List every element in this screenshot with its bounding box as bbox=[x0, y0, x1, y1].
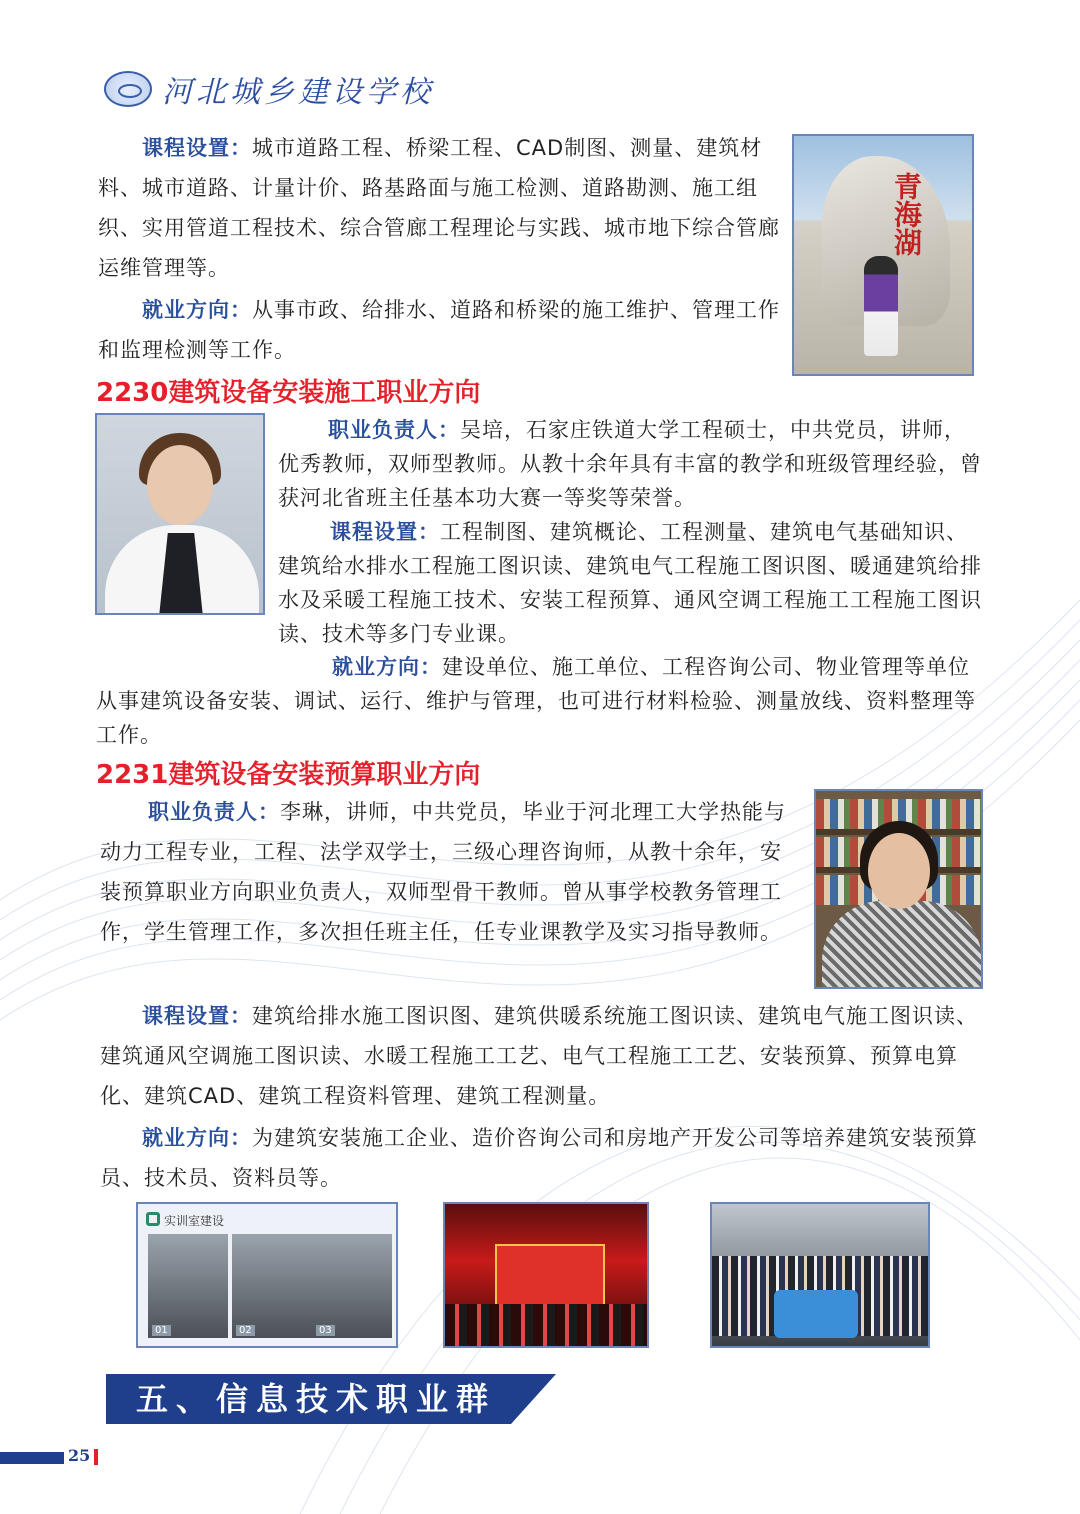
page-header bbox=[104, 66, 434, 112]
portrait-body bbox=[822, 901, 982, 989]
page-number: 25 bbox=[68, 1446, 91, 1465]
course-text: 城市道路工程、桥梁工程、CAD制图、测量、建筑材料、城市道路、计量计价、路基路面与施工检测、道路勘测、施工组织、实用管道工程技术、综合管廊工程理论与实践、城市地下综合管廊运维管理等。 bbox=[98, 136, 780, 280]
job-text: 从事市政、给排水、道路和桥梁的施工维护、管理工作和监理检测等工作。 bbox=[98, 298, 780, 362]
training-photo-panel bbox=[312, 1234, 392, 1338]
leader-text: 吴培，石家庄铁道大学工程硕士，中共党员，讲师，优秀教师，双师型教师。从教十余年具有丰富的教学和班级管理经验，曾获河北省班主任基本功大赛一等奖等荣誉。 bbox=[278, 418, 982, 510]
wu-pei-portrait bbox=[95, 413, 265, 615]
training-room-photo bbox=[136, 1202, 398, 1348]
course-paragraph-2231 bbox=[100, 996, 988, 1116]
section-banner-title: 五、信息技术职业群 bbox=[136, 1380, 497, 1418]
training-photo-title: 实训室建设 bbox=[164, 1214, 225, 1228]
school-name: 河北城乡建设学校 bbox=[162, 75, 434, 110]
leader-text: 李琳，讲师，中共党员，毕业于河北理工大学热能与动力工程专业，工程、法学双学士，三级心理咨询师，从教十余年，安装预算职业方向职业负责人，双师型骨干教师。曾从事学校教务管理工作，学生管理工作，多次担任班主任，任专业课教学及实习指导教师。 bbox=[100, 800, 786, 944]
training-photo-panel bbox=[232, 1234, 312, 1338]
section-title-2230: 2230建筑设备安装施工职业方向 bbox=[96, 378, 481, 408]
course-text: 工程制图、建筑概论、工程测量、建筑电气基础知识、建筑给水排水工程施工图识读、建筑电气工程施工图识图、暖通建筑给排水及采暖工程施工技术、安装工程预算、通风空调工程施工工程施工图识读、技术等多门专业课。 bbox=[278, 520, 982, 646]
leader-paragraph-2231 bbox=[100, 792, 800, 952]
course-label: 课程设置： bbox=[142, 1004, 252, 1028]
job-paragraph-1 bbox=[98, 290, 786, 370]
training-photo-panel bbox=[148, 1234, 228, 1338]
training-logo-icon bbox=[146, 1212, 160, 1226]
footer-bar bbox=[0, 1452, 64, 1464]
qinghai-lake-photo bbox=[792, 134, 974, 376]
portrait-face bbox=[147, 445, 213, 525]
stage-people bbox=[445, 1304, 647, 1346]
stage-screen bbox=[495, 1244, 605, 1306]
person-figure bbox=[864, 256, 898, 356]
job-text: 为建筑安装施工企业、造价咨询公司和房地产开发公司等培养建筑安装预算员、技术员、资料员等。 bbox=[100, 1126, 978, 1190]
stone-inscription: 青海湖 bbox=[890, 172, 923, 256]
portrait-face bbox=[868, 833, 930, 909]
course-paragraph-2230 bbox=[278, 515, 986, 651]
panel-number: 01 bbox=[152, 1325, 171, 1336]
leader-label: 职业负责人： bbox=[148, 800, 280, 824]
leader-paragraph-2230 bbox=[278, 413, 986, 515]
footer-red-mark bbox=[94, 1449, 98, 1465]
job-label: 就业方向： bbox=[142, 1126, 252, 1150]
section-title-2231: 2231建筑设备安装预算职业方向 bbox=[96, 760, 481, 790]
team-flag bbox=[774, 1290, 858, 1338]
job-paragraph-2231 bbox=[100, 1118, 988, 1198]
job-label: 就业方向： bbox=[332, 655, 442, 679]
panel-number: 03 bbox=[316, 1325, 335, 1336]
leader-label: 职业负责人： bbox=[328, 418, 460, 442]
course-label: 课程设置： bbox=[142, 136, 252, 160]
li-lin-portrait bbox=[814, 789, 983, 989]
group-photo bbox=[710, 1202, 930, 1348]
panel-number: 02 bbox=[236, 1325, 255, 1336]
course-paragraph-1 bbox=[98, 128, 786, 288]
job-text: 建设单位、施工单位、工程咨询公司、物业管理等单位从事建筑设备安装、调试、运行、维护与管理，也可进行材料检验、测量放线、资料整理等工作。 bbox=[96, 655, 976, 747]
award-ceremony-photo bbox=[443, 1202, 649, 1348]
course-label: 课程设置： bbox=[330, 520, 440, 544]
course-text: 建筑给排水施工图识图、建筑供暖系统施工图识读、建筑电气施工图识读、建筑通风空调施工图识读、水暖工程施工工艺、电气工程施工工艺、安装预算、预算电算化、建筑CAD、建筑工程资料管理、建筑工程测量。 bbox=[100, 1004, 978, 1108]
job-paragraph-2230 bbox=[96, 650, 986, 752]
job-label: 就业方向： bbox=[142, 298, 252, 322]
school-logo-icon bbox=[104, 71, 152, 107]
